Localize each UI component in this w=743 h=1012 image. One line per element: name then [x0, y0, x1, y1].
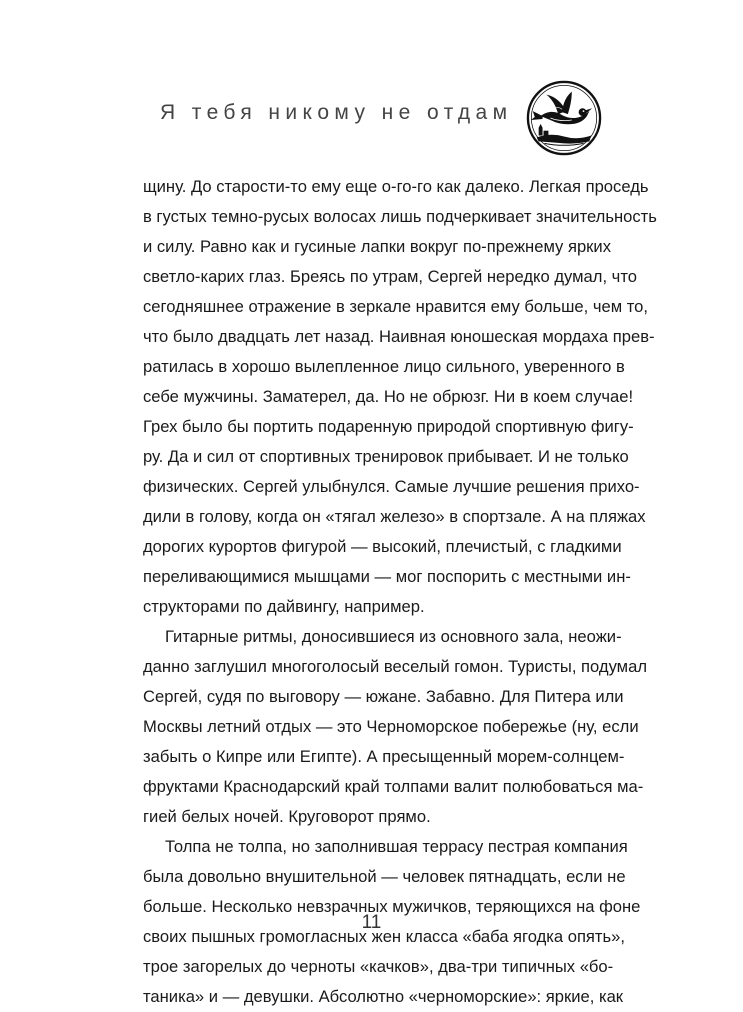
running-head-title: Я тебя никому не отдам	[160, 101, 513, 124]
text-line: и силу. Равно как и гусиные лапки вокруг по-прежнему ярких	[143, 237, 611, 256]
paragraph-2	[143, 622, 648, 832]
text-line: была довольно внушительной — человек пятнадцать, если не	[143, 867, 626, 886]
page-number: 11	[361, 912, 382, 933]
text-line: фруктами Краснодарский край толпами валит полюбоваться ма-	[143, 777, 644, 796]
text-line: Грех было бы портить подаренную природой спортивную фигу-	[143, 417, 634, 436]
text-line: щину. До старости-то ему еще о-го-го как далеко. Легкая проседь	[143, 177, 649, 196]
text-line: Толпа не толпа, но заполнившая террасу пестрая компания	[165, 837, 628, 856]
body-text	[143, 172, 657, 1012]
text-line: Сергей, судя по выговору — южане. Забавно. Для Питера или	[143, 687, 624, 706]
text-line: себе мужчины. Заматерел, да. Но не обрюзг. Ни в коем случае!	[143, 387, 634, 406]
text-line: в густых темно-русых волосах лишь подчеркивает значительность	[143, 207, 657, 226]
text-line: своих пышных громогласных жен класса «баба ягодка опять»,	[143, 927, 625, 946]
bird-medallion-icon	[525, 79, 603, 157]
text-line: дили в голову, когда он «тягал железо» в спортзале. А на пляжах	[143, 507, 646, 526]
text-line: гией белых ночей. Круговорот прямо.	[143, 807, 431, 826]
text-line: Гитарные ритмы, доносившиеся из основного зала, неожи-	[165, 627, 622, 646]
text-line: сегодняшнее отражение в зеркале нравится ему больше, чем то,	[143, 297, 648, 316]
text-line: ратилась в хорошо вылепленное лицо сильного, уверенного в	[143, 357, 625, 376]
paragraph-1	[143, 172, 657, 622]
text-line: больше. Несколько невзрачных мужичков, теряющихся на фоне	[143, 897, 641, 916]
text-line: Москвы летний отдых — это Черноморское побережье (ну, если	[143, 717, 639, 736]
text-line: физических. Сергей улыбнулся. Самые лучшие решения прихо-	[143, 477, 640, 496]
text-line: переливающимися мышцами — мог поспорить с местными ин-	[143, 567, 631, 586]
text-line: ру. Да и сил от спортивных тренировок прибывает. И не только	[143, 447, 629, 466]
text-line: забыть о Кипре или Египте). А пресыщенный морем-солнцем-	[143, 747, 625, 766]
text-line: таника» и — девушки. Абсолютно «черноморские»: яркие, как	[143, 987, 624, 1006]
text-line: трое загорелых до черноты «качков», два-три типичных «бо-	[143, 957, 614, 976]
text-line: что было двадцать лет назад. Наивная юношеская мордаха прев-	[143, 327, 655, 346]
text-line: структорами по дайвингу, например.	[143, 597, 425, 616]
text-line: светло-карих глаз. Бреясь по утрам, Сергей нередко думал, что	[143, 267, 637, 286]
text-line: данно заглушил многоголосый веселый гомон. Туристы, подумал	[143, 657, 648, 676]
text-line: дорогих курортов фигурой — высокий, плечистый, с гладкими	[143, 537, 622, 556]
